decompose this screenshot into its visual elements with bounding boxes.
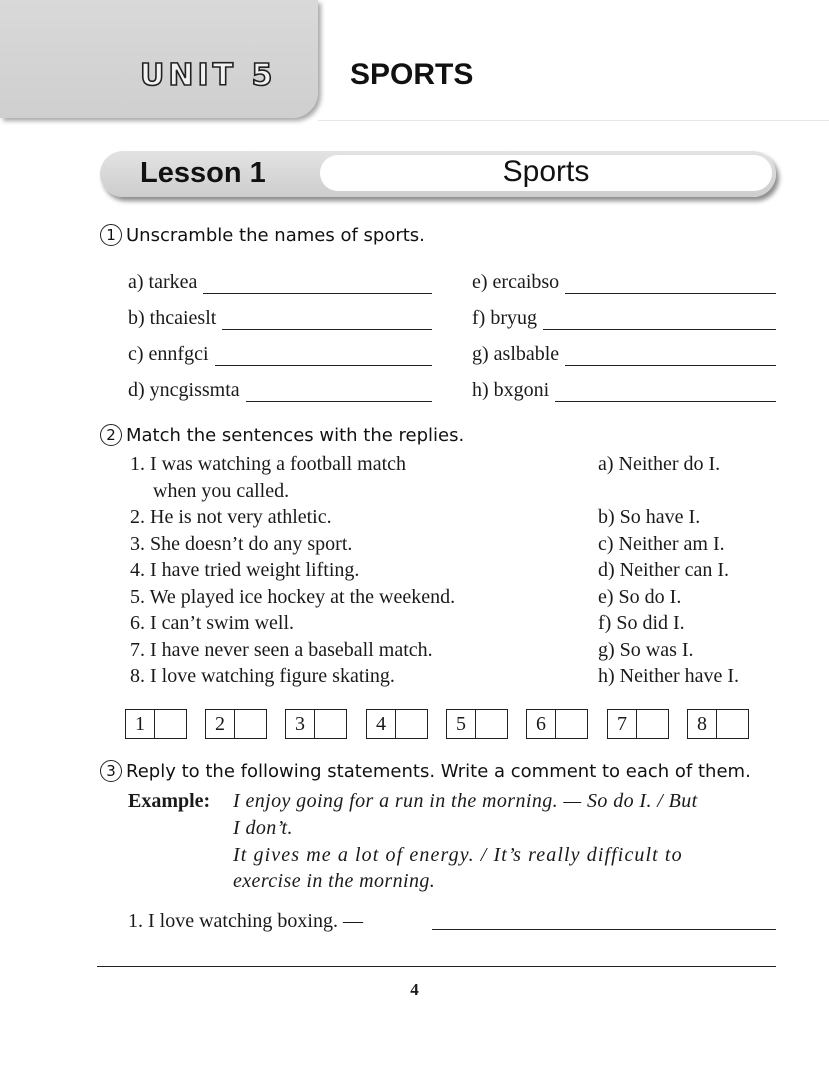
answer-box[interactable] xyxy=(125,709,187,739)
scramble-word: d) yncgissmta xyxy=(128,379,240,401)
answer-box[interactable] xyxy=(285,709,347,739)
answer-box-number: 3 xyxy=(286,710,315,738)
exercise-number: 1 xyxy=(100,224,122,246)
example-line: It gives me a lot of energy. / It’s really difficult to xyxy=(233,844,683,866)
scramble-word: f) bryug xyxy=(472,307,537,329)
exercise-instruction: Match the sentences with the replies. xyxy=(126,425,465,446)
lesson-name: Sports xyxy=(502,155,590,188)
answer-blank[interactable] xyxy=(543,313,776,330)
answer-blank[interactable] xyxy=(203,277,432,294)
page-number: 4 xyxy=(410,980,419,999)
answer-blank[interactable] xyxy=(222,313,432,330)
scramble-word: e) ercaibso xyxy=(472,271,560,293)
statement-item: 1. I love watching boxing. — xyxy=(128,910,363,932)
example-line: I enjoy going for a run in the morning. — So do I. / But xyxy=(233,790,698,812)
reply-item: g) So was I. xyxy=(598,639,694,661)
answer-box-number: 6 xyxy=(527,710,556,738)
exercise-2-heading xyxy=(100,424,464,446)
reply-item: h) Neither have I. xyxy=(598,665,740,687)
answer-line[interactable] xyxy=(432,929,776,930)
sentence-item: 5. We played ice hockey at the weekend. xyxy=(130,586,456,608)
scramble-item xyxy=(128,376,432,402)
reply-item: c) Neither am I. xyxy=(598,533,725,555)
reply-item: a) Neither do I. xyxy=(598,453,721,475)
scramble-item xyxy=(128,268,432,294)
sentence-item: 2. He is not very athletic. xyxy=(130,506,332,528)
answer-box-number: 1 xyxy=(126,710,155,738)
lesson-label: Lesson 1 xyxy=(140,157,266,189)
header-divider xyxy=(318,120,829,121)
exercise-number: 2 xyxy=(100,424,122,446)
footer-divider xyxy=(97,966,776,967)
answer-box[interactable] xyxy=(687,709,749,739)
answer-blank[interactable] xyxy=(565,349,776,366)
answer-blank[interactable] xyxy=(555,385,776,402)
exercise-3-heading xyxy=(100,760,751,782)
sentence-item: 1. I was watching a football match xyxy=(130,453,407,475)
answer-box[interactable] xyxy=(526,709,588,739)
reply-item: d) Neither can I. xyxy=(598,559,730,581)
sentence-item: when you called. xyxy=(153,480,290,502)
answer-box[interactable] xyxy=(446,709,508,739)
answer-box[interactable] xyxy=(607,709,669,739)
sentence-item: 4. I have tried weight lifting. xyxy=(130,559,360,581)
exercise-number: 3 xyxy=(100,760,122,782)
sentence-item: 7. I have never seen a baseball match. xyxy=(130,639,433,661)
scramble-word: g) aslbable xyxy=(472,343,560,365)
scramble-word: h) bxgoni xyxy=(472,379,550,401)
answer-box-number: 4 xyxy=(367,710,396,738)
reply-item: e) So do I. xyxy=(598,586,682,608)
answer-box-number: 5 xyxy=(447,710,476,738)
sentence-item: 6. I can’t swim well. xyxy=(130,612,295,634)
scramble-item xyxy=(128,304,432,330)
scramble-word: c) ennfgci xyxy=(128,343,209,365)
unit-title: UNIT 5 xyxy=(140,58,277,93)
exercise-instruction: Unscramble the names of sports. xyxy=(126,225,425,246)
answer-blank[interactable] xyxy=(215,349,432,366)
example-line: exercise in the morning. xyxy=(233,870,436,892)
reply-item: f) So did I. xyxy=(598,612,685,634)
scramble-word: a) tarkea xyxy=(128,271,198,293)
section-title: SPORTS xyxy=(350,58,474,91)
answer-box[interactable] xyxy=(205,709,267,739)
answer-box-number: 7 xyxy=(608,710,637,738)
sentence-item: 3. She doesn’t do any sport. xyxy=(130,533,353,555)
scramble-item xyxy=(472,268,776,294)
answer-box-number: 8 xyxy=(688,710,717,738)
scramble-item xyxy=(128,340,432,366)
answer-boxes xyxy=(125,709,750,739)
scramble-item xyxy=(472,340,776,366)
scramble-item xyxy=(472,376,776,402)
answer-box[interactable] xyxy=(366,709,428,739)
exercise-instruction: Reply to the following statements. Write a comment to each of them. xyxy=(126,761,751,782)
reply-item: b) So have I. xyxy=(598,506,701,528)
answer-box-number: 2 xyxy=(206,710,235,738)
example-line: I don’t. xyxy=(233,817,293,839)
answer-blank[interactable] xyxy=(565,277,776,294)
scramble-word: b) thcaieslt xyxy=(128,307,217,329)
exercise-1-heading xyxy=(100,224,425,246)
scramble-item xyxy=(472,304,776,330)
sentence-item: 8. I love watching figure skating. xyxy=(130,665,395,687)
answer-blank[interactable] xyxy=(246,385,432,402)
example-label: Example: xyxy=(128,790,211,812)
